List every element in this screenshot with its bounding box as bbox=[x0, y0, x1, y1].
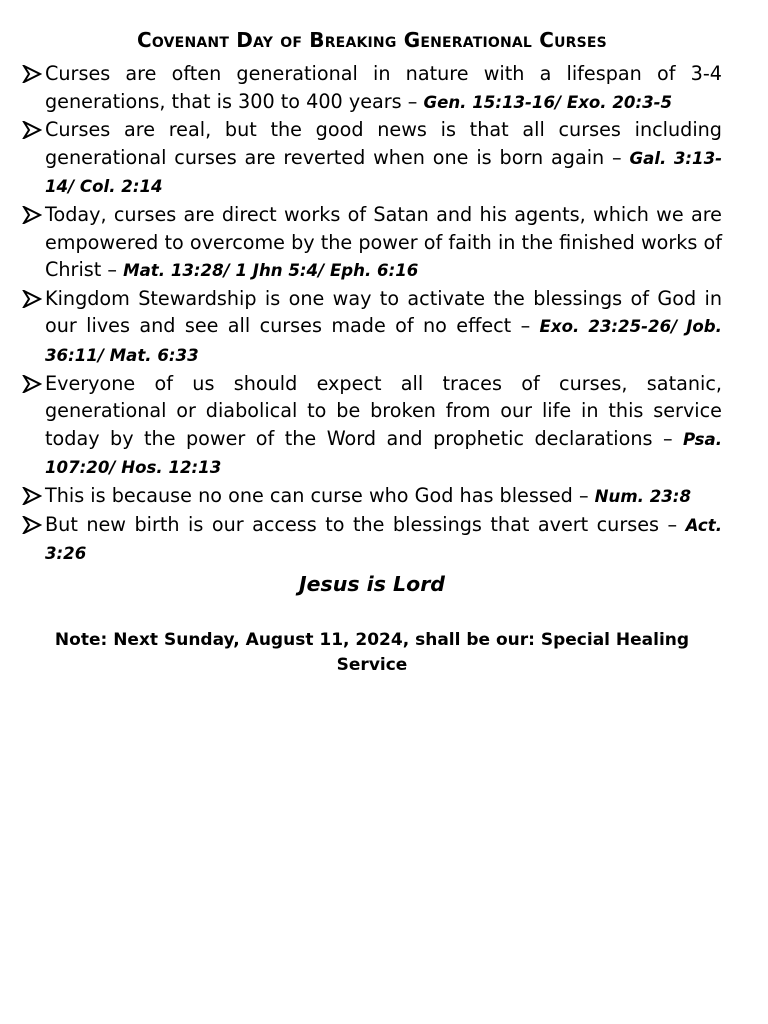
bullet-item bbox=[22, 116, 722, 201]
bullet-text: Today, curses are direct works of Satan and his agents, which we are empowered to overcome by the power of faith in the finished works of Christ – bbox=[45, 202, 722, 282]
bullet-text: This is because no one can curse who God has blessed – bbox=[45, 483, 595, 507]
bullet-item bbox=[22, 60, 722, 116]
scripture-reference: Exo. 23:25-26/ Job. 36:11/ Mat. 6:33 bbox=[45, 317, 722, 365]
bulletin-page bbox=[22, 28, 722, 678]
bullet-item bbox=[22, 482, 722, 511]
bullet-text: Curses are often generational in nature with a lifespan of 3-4 generations, that is 300 to 400 years – bbox=[45, 62, 722, 113]
scripture-reference: Gen. 15:13-16/ Exo. 20:3-5 bbox=[423, 92, 673, 112]
arrowhead-bullet-icon bbox=[22, 290, 42, 308]
scripture-reference: Gal. 3:13-14/ Col. 2:14 bbox=[45, 148, 723, 197]
arrowhead-bullet-icon bbox=[22, 65, 42, 83]
arrowhead-bullet-icon bbox=[22, 206, 42, 224]
arrowhead-bullet-icon bbox=[22, 487, 42, 505]
bullet-item bbox=[22, 201, 722, 285]
bullet-text: Kingdom Stewardship is one way to activate the blessings of God in our lives and see all curses made of no effect – bbox=[45, 286, 722, 338]
bullet-text: Everyone of us should expect all traces of curses, satanic, generational or diabolical to be broken from our life in this service today by the power of the Word and prophetic declarations – bbox=[45, 371, 722, 450]
scripture-reference: Num. 23:8 bbox=[594, 486, 691, 506]
bullet-text: But new birth is our access to the blessings that avert curses – bbox=[45, 512, 686, 536]
bullet-item bbox=[22, 511, 722, 568]
arrowhead-bullet-icon bbox=[22, 375, 42, 393]
arrowhead-bullet-icon bbox=[22, 121, 42, 139]
bullet-item bbox=[22, 370, 722, 482]
closing-declaration: Jesus is Lord bbox=[299, 571, 445, 596]
scripture-reference: Psa. 107:20/ Hos. 12:13 bbox=[45, 429, 722, 478]
bullet-item bbox=[22, 285, 722, 370]
announcement-note: Note: Next Sunday, August 11, 2024, shall be our: Special Healing Service bbox=[54, 629, 690, 675]
bullet-list bbox=[22, 60, 722, 568]
bullet-text: Curses are real, but the good news is that all curses including generational curses are reverted when one is born again – bbox=[45, 118, 722, 169]
arrowhead-bullet-icon bbox=[22, 516, 42, 534]
scripture-reference: Mat. 13:28/ 1 Jhn 5:4/ Eph. 6:16 bbox=[123, 261, 419, 281]
scripture-reference: Act. 3:26 bbox=[45, 515, 722, 564]
document-title: Covenant Day of Breaking Generational Curses bbox=[137, 28, 607, 52]
